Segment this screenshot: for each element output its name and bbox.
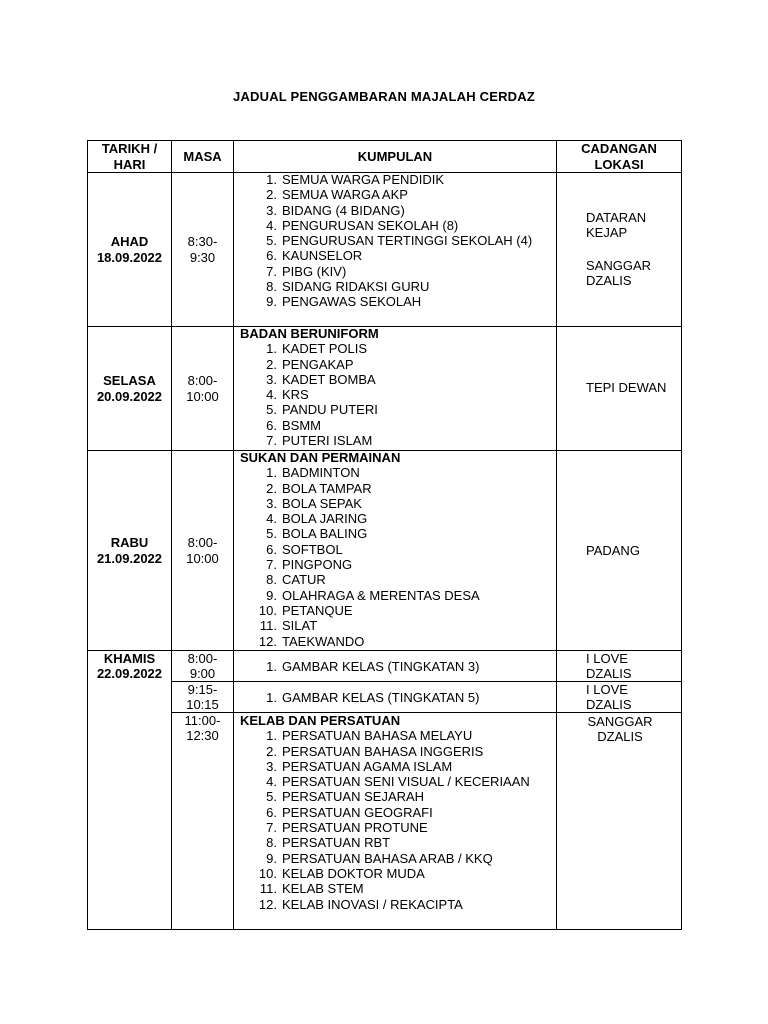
list-item: 12. KELAB INOVASI / REKACIPTA (258, 896, 463, 912)
masa-line1: 8:00- (187, 373, 218, 389)
date-label: 20.09.2022 (96, 388, 163, 404)
list-item: 11. KELAB STEM (259, 881, 364, 897)
kumpulan-list (234, 690, 556, 705)
row-khamis-slot2-masa (172, 682, 233, 712)
row-selasa-masa (172, 327, 233, 450)
list-item: 4. PENGURUSAN SEKOLAH (8) (266, 217, 459, 233)
header-lokasi-line1: CADANGAN (581, 141, 657, 157)
list-item: 7. PINGPONG (266, 557, 353, 573)
list-item: 9. PERSATUAN BAHASA ARAB / KKQ (266, 850, 493, 866)
masa-line1: 8:00- (187, 535, 218, 551)
row-khamis-slot2-lokasi (586, 682, 632, 713)
kumpulan-list (234, 728, 556, 912)
list-item: 11. SILAT (259, 618, 318, 634)
masa-line1: 8:30- (187, 234, 218, 250)
list-item: 2. PENGAKAP (266, 356, 354, 372)
date-label: 21.09.2022 (96, 550, 163, 566)
list-item: 2. SEMUA WARGA AKP (266, 187, 408, 203)
document-title: JADUAL PENGGAMBARAN MAJALAH CERDAZ (233, 89, 535, 104)
header-tarikh-line1: TARIKH / (101, 141, 158, 157)
list-item: 1. SEMUA WARGA PENDIDIK (266, 172, 445, 187)
kumpulan-list (234, 172, 556, 310)
row-rabu-lokasi: PADANG (586, 543, 640, 558)
masa-line2: 10:00 (186, 550, 219, 566)
group-heading: KELAB DAN PERSATUAN (240, 713, 401, 728)
list-item: 9. PENGAWAS SEKOLAH (266, 294, 422, 310)
lokasi-line1: I LOVE (586, 682, 628, 697)
masa-line1: 11:00- (184, 713, 221, 728)
row-khamis-slot3-lokasi (583, 714, 657, 745)
row-selasa-date (88, 327, 171, 450)
list-item: 5. PENGURUSAN TERTINGGI SEKOLAH (4) (266, 233, 533, 249)
list-item: 4. BOLA JARING (266, 511, 368, 527)
lokasi-line1: SANGGAR (586, 258, 652, 273)
lokasi-line2: DZALIS (586, 666, 632, 682)
list-item: 2. PERSATUAN BAHASA INGGERIS (266, 743, 484, 759)
row-ahad-lokasi-1 (586, 210, 646, 241)
header-tarikh-line2: HARI (113, 156, 146, 172)
group-heading: BADAN BERUNIFORM (240, 326, 379, 341)
date-label: 18.09.2022 (96, 249, 163, 265)
kumpulan-list (234, 341, 556, 448)
day-label: AHAD (110, 234, 149, 250)
masa-line2: 9:30 (189, 249, 216, 265)
row-rabu-date (88, 451, 171, 650)
list-item: 8. SIDANG RIDAKSI GURU (266, 279, 430, 295)
row-rabu-kumpulan (234, 450, 556, 649)
list-item: 7. PUTERI ISLAM (266, 433, 373, 449)
list-item: 8. PERSATUAN RBT (266, 835, 391, 851)
list-item: 4. KRS (266, 387, 309, 403)
lokasi-line1: DATARAN (586, 210, 647, 225)
list-item: 7. PERSATUAN PROTUNE (266, 820, 428, 836)
row-ahad-lokasi-2 (586, 258, 651, 289)
row-selasa-kumpulan (234, 326, 556, 448)
lokasi-line2: KEJAP (586, 225, 628, 241)
list-item: 1. BADMINTON (266, 465, 360, 481)
list-item: 6. SOFTBOL (266, 541, 343, 557)
day-label: KHAMIS (103, 651, 156, 666)
lokasi-line2: DZALIS (586, 273, 632, 289)
list-item: 1. GAMBAR KELAS (TINGKATAN 3) (266, 659, 480, 674)
list-item: 1. GAMBAR KELAS (TINGKATAN 5) (266, 690, 480, 705)
day-label: RABU (110, 535, 149, 551)
list-item: 12. TAEKWANDO (258, 633, 365, 649)
masa-line1: 9:15- (187, 681, 218, 697)
list-item: 4. PERSATUAN SENI VISUAL / KECERIAAN (266, 774, 530, 790)
list-item: 8. CATUR (266, 572, 326, 588)
row-khamis-date (88, 651, 171, 682)
list-item: 7. PIBG (KIV) (266, 263, 347, 279)
row-khamis-slot1-masa (172, 651, 233, 681)
list-item: 10. PETANQUE (258, 602, 353, 618)
row-ahad-kumpulan (234, 172, 556, 310)
masa-line1: 8:00- (187, 650, 218, 666)
lokasi-line2: DZALIS (586, 697, 632, 713)
row-khamis-slot2-kumpulan (234, 690, 556, 705)
header-tarikh-hari (88, 141, 171, 172)
list-item: 6. KAUNSELOR (266, 248, 363, 264)
list-item: 3. BIDANG (4 BIDANG) (266, 202, 405, 218)
header-kumpulan: KUMPULAN (357, 148, 433, 164)
lokasi-line1: SANGGAR (587, 714, 653, 729)
list-item: 5. PERSATUAN SEJARAH (266, 789, 425, 805)
list-item: 6. PERSATUAN GEOGRAFI (266, 804, 433, 820)
list-item: 6. BSMM (266, 417, 321, 433)
header-lokasi-line2: LOKASI (594, 156, 644, 172)
list-item: 3. BOLA SEPAK (266, 495, 362, 511)
masa-line2: 12:30 (186, 728, 219, 744)
list-item: 9. OLAHRAGA & MERENTAS DESA (266, 587, 480, 603)
list-item: 1. KADET POLIS (266, 341, 368, 357)
kumpulan-list (234, 465, 556, 649)
list-item: 2. BOLA TAMPAR (266, 480, 372, 496)
kumpulan-list (234, 659, 556, 674)
lokasi-line2: DZALIS (597, 729, 643, 745)
list-item: 10. KELAB DOKTOR MUDA (258, 865, 425, 881)
lokasi-line1: I LOVE (586, 651, 628, 666)
masa-line2: 10:15 (186, 697, 219, 712)
row-khamis-slot3-kumpulan (234, 713, 556, 912)
list-item: 3. PERSATUAN AGAMA ISLAM (266, 758, 453, 774)
masa-line2: 10:00 (186, 388, 219, 404)
row-selasa-lokasi: TEPI DEWAN (586, 380, 667, 395)
list-item: 5. PANDU PUTERI (266, 402, 378, 418)
group-heading: SUKAN DAN PERMAINAN (240, 450, 401, 465)
row-rabu-masa (172, 451, 233, 650)
row-khamis-slot1-lokasi (586, 651, 632, 682)
row-khamis-slot3-masa (172, 713, 233, 744)
row-ahad-date (88, 173, 171, 326)
list-item: 3. KADET BOMBA (266, 371, 376, 387)
header-masa: MASA (183, 148, 222, 164)
date-label: 22.09.2022 (96, 666, 163, 682)
masa-line2: 9:00 (189, 666, 216, 681)
row-khamis-slot1-kumpulan (234, 659, 556, 674)
list-item: 5. BOLA BALING (266, 526, 368, 542)
list-item: 1. PERSATUAN BAHASA MELAYU (266, 728, 473, 744)
day-label: SELASA (103, 373, 156, 389)
header-cadangan-lokasi (557, 141, 681, 172)
row-ahad-masa (172, 173, 233, 326)
